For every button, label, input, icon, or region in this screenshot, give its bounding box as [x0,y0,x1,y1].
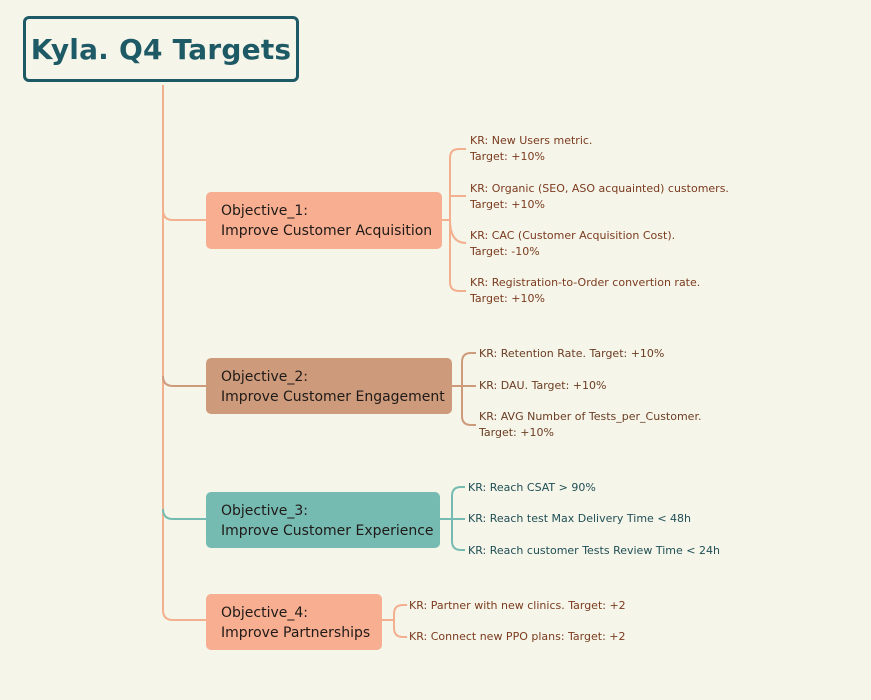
objective-3-title: Objective_3: [221,503,309,519]
kr-3-1[interactable] [468,480,596,496]
branch-objective-3 [163,509,206,519]
kr-bracket-objective-2 [452,353,476,425]
kr-3-2-label: KR: Reach test Max Delivery Time < 48h [468,512,692,525]
kr-1-2-label: KR: Organic (SEO, ASO acquainted) customers. [470,182,729,195]
objective-2-node[interactable] [206,358,452,414]
objective-1-node[interactable] [206,192,442,249]
kr-3-3[interactable] [468,543,720,559]
objective-2-subtitle: Improve Customer Engagement [221,389,445,405]
kr-bracket-objective-1 [442,149,466,291]
branch-objective-1 [163,210,206,220]
kr-2-2[interactable] [479,378,606,394]
kr-1-4-label: KR: Registration-to-Order convertion rate. [470,276,701,289]
objective-4-title: Objective_4: [221,605,309,621]
objective-2-title: Objective_2: [221,369,309,385]
kr-1-3[interactable] [470,228,675,260]
kr-3-1-label: KR: Reach CSAT > 90% [468,481,596,494]
kr-2-3-target: Target: +10% [479,426,554,439]
kr-4-2-label: KR: Connect new PPO plans: Target: +2 [409,630,626,643]
kr-2-2-label: KR: DAU. Target: +10% [479,379,607,392]
kr-2-3[interactable] [479,409,701,441]
kr-4-1-label: KR: Partner with new clinics. Target: +2 [409,599,626,612]
kr-4-1[interactable] [409,598,626,614]
kr-2-1-label: KR: Retention Rate. Target: +10% [479,347,665,360]
kr-1-2[interactable] [470,181,729,213]
kr-1-4-target: Target: +10% [470,292,545,305]
kr-1-1-target: Target: +10% [470,150,545,163]
kr-1-3-label: KR: CAC (Customer Acquisition Cost). [470,229,676,242]
objective-3-node[interactable] [206,492,440,548]
kr-2-1[interactable] [479,346,664,362]
kr-1-3-target: Target: -10% [470,245,540,258]
kr-2-3-label: KR: AVG Number of Tests_per_Customer. [479,410,702,423]
page-title: Kyla. Q4 Targets [30,32,292,66]
kr-bracket-objective-4 [382,605,407,637]
kr-1-1-label: KR: New Users metric. [470,134,593,147]
objective-1-title: Objective_1: [221,203,309,219]
kr-3-2[interactable] [468,511,691,527]
kr-1-2-target: Target: +10% [470,198,545,211]
kr-4-2[interactable] [409,629,626,645]
kr-3-3-label: KR: Reach customer Tests Review Time < 24h [468,544,720,557]
kr-1-4[interactable] [470,275,700,307]
kr-bracket-objective-3 [440,487,465,550]
objective-1-subtitle: Improve Customer Acquisition [221,223,433,239]
root-topic[interactable] [23,16,299,82]
objective-4-subtitle: Improve Partnerships [221,625,371,641]
objective-3-subtitle: Improve Customer Experience [221,523,434,539]
branch-objective-2 [163,376,206,386]
kr-1-1[interactable] [470,133,592,165]
objective-4-node[interactable] [206,594,382,650]
branch-objective-4 [163,610,206,620]
